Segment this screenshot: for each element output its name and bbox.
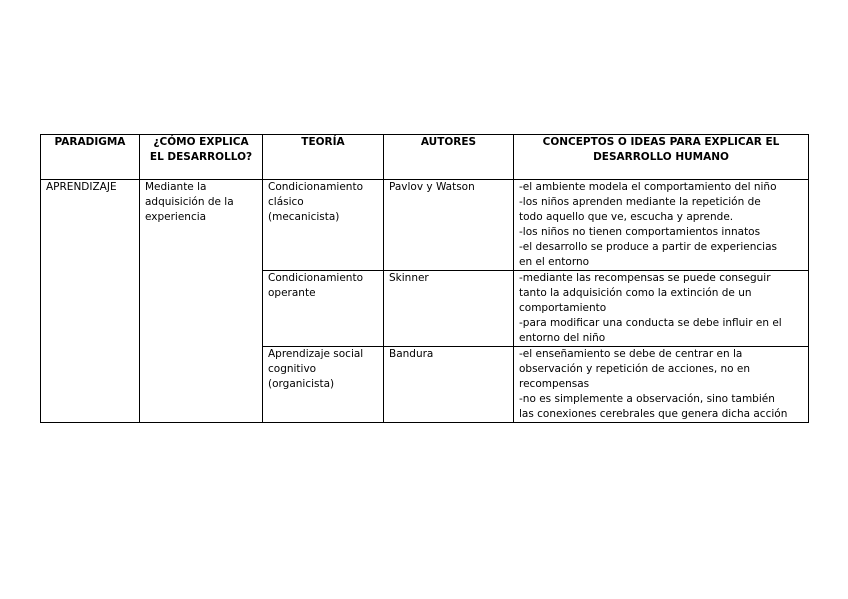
theory-cell: Condicionamiento operante	[263, 271, 384, 347]
theory-cell: Aprendizaje social cognitivo (organicista)	[263, 347, 384, 423]
header-paradigm: PARADIGMA	[41, 135, 140, 180]
header-theory: TEORÍA	[263, 135, 384, 180]
header-concepts: CONCEPTOS O IDEAS PARA EXPLICAR EL DESARROLLO HUMANO	[514, 135, 809, 180]
paradigm-cell: APRENDIZAJE	[41, 180, 140, 423]
header-explanation: ¿CÓMO EXPLICA EL DESARROLLO?	[140, 135, 263, 180]
concepts-cell: -el ambiente modela el comportamiento del niño -los niños aprenden mediante la repetición de todo aquello que ve, escucha y aprende. -los niños no tienen comportamientos innatos -el desarrollo se produce a partir de experiencias en el entorno	[514, 180, 809, 271]
authors-cell: Bandura	[384, 347, 514, 423]
concepts-cell: -el enseñamiento se debe de centrar en la observación y repetición de acciones, no en recompensas -no es simplemente a observación, sino también las conexiones cerebrales que genera dicha acción	[514, 347, 809, 423]
concepts-cell: -mediante las recompensas se puede conseguir tanto la adquisición como la extinción de un comportamiento -para modificar una conducta se debe influir en el entorno del niño	[514, 271, 809, 347]
development-paradigm-table	[40, 134, 809, 423]
theory-cell: Condicionamiento clásico (mecanicista)	[263, 180, 384, 271]
header-authors: AUTORES	[384, 135, 514, 180]
table-header-row	[41, 135, 809, 180]
authors-cell: Pavlov y Watson	[384, 180, 514, 271]
table-row	[41, 180, 809, 271]
authors-cell: Skinner	[384, 271, 514, 347]
explanation-cell: Mediante la adquisición de la experiencia	[140, 180, 263, 423]
